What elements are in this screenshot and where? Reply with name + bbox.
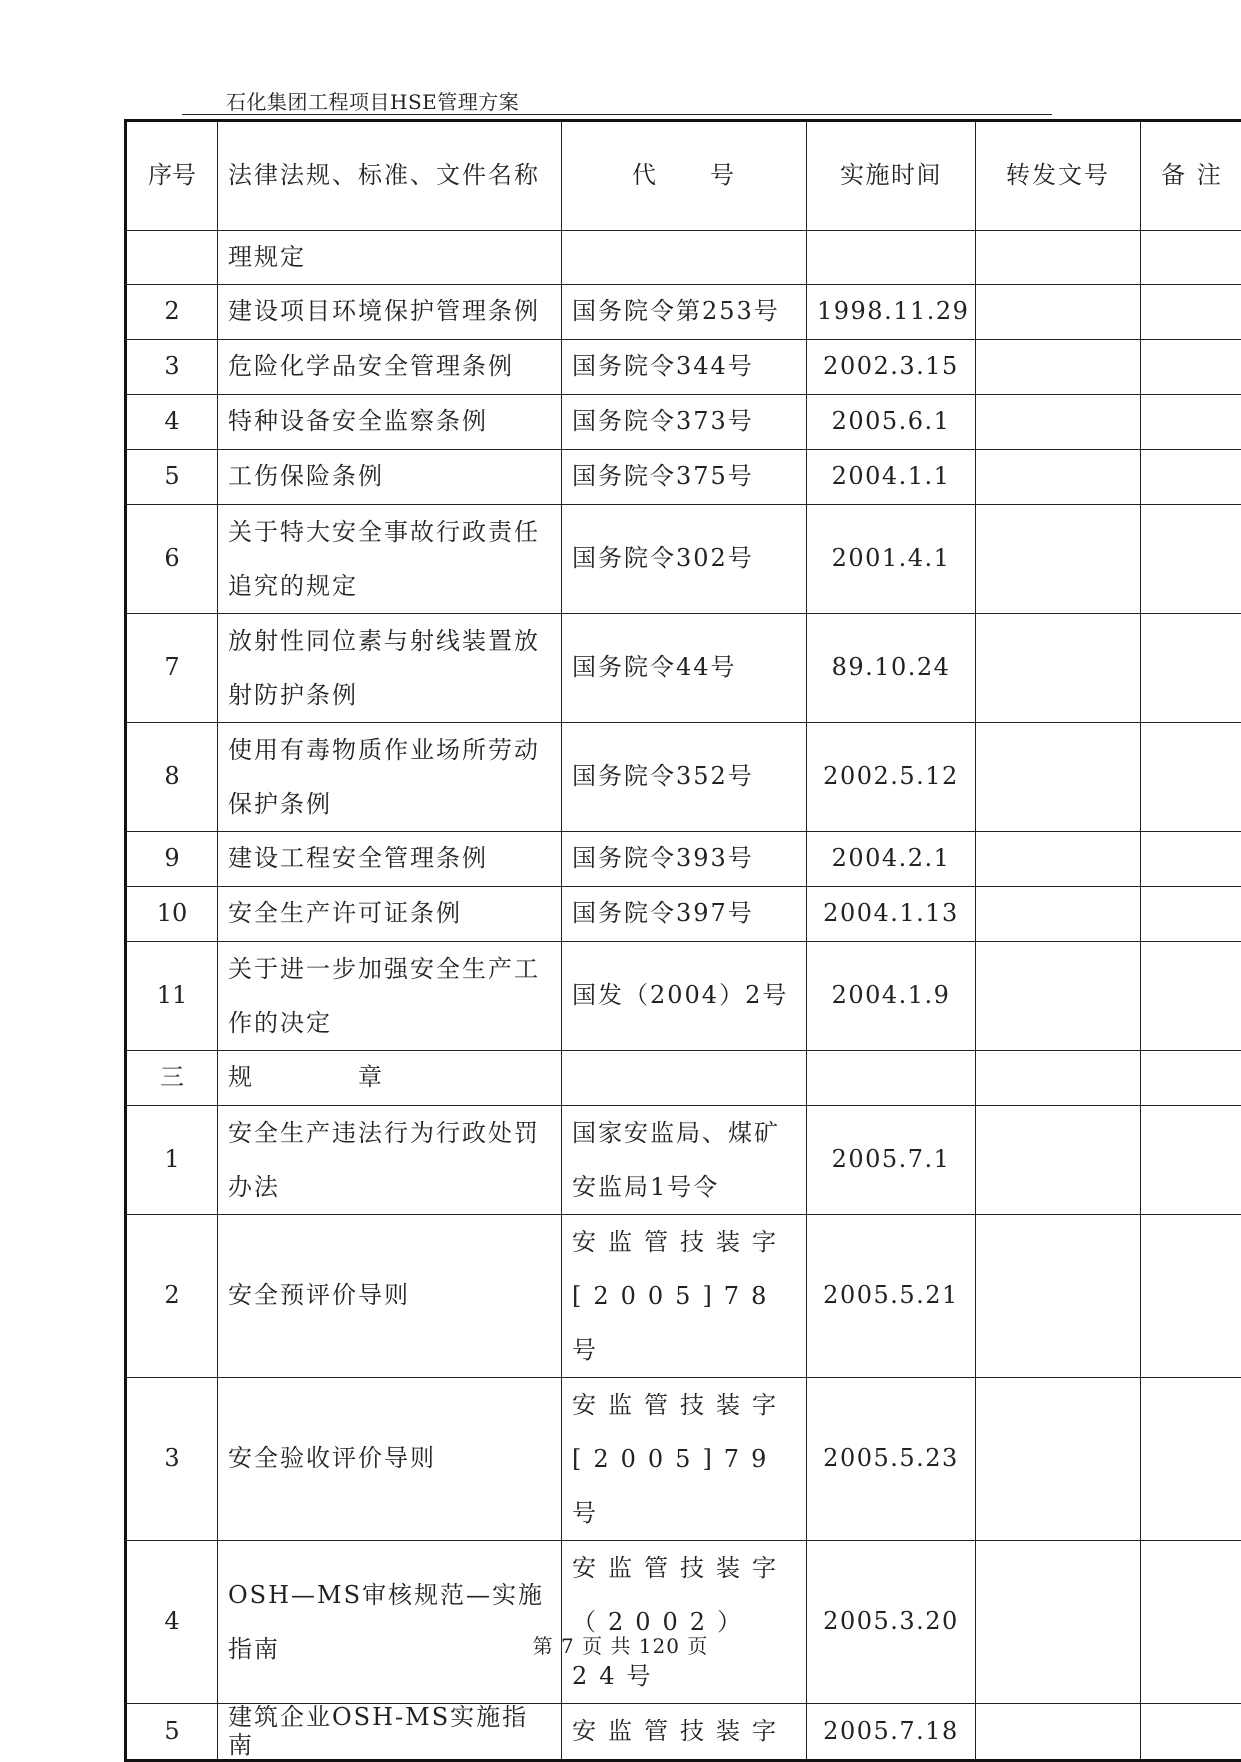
- row-code: [562, 1541, 807, 1704]
- row-no: 5: [126, 1704, 218, 1761]
- table-row: [126, 1106, 1241, 1215]
- row-forward-no: [976, 340, 1141, 395]
- row-no: 4: [126, 1541, 218, 1704]
- row-no: 2: [126, 1215, 218, 1378]
- row-date: 2001.4.1: [807, 505, 976, 614]
- row-remarks: [1141, 285, 1241, 340]
- table-row: [126, 942, 1241, 1051]
- row-date: 2002.3.15: [807, 340, 976, 395]
- row-name: [218, 505, 562, 614]
- table-row: [126, 395, 1241, 450]
- row-name: 安全生产许可证条例: [218, 887, 562, 942]
- row-name: 建设项目环境保护管理条例: [218, 285, 562, 340]
- row-date: 2005.5.21: [807, 1215, 976, 1378]
- row-name: 安全预评价导则: [218, 1215, 562, 1378]
- row-no: 3: [126, 1378, 218, 1541]
- table-row: [126, 450, 1241, 505]
- row-name-text: OSH—MS审核规范—实施指南: [228, 1568, 551, 1676]
- row-remarks: [1141, 942, 1241, 1051]
- row-no: 11: [126, 942, 218, 1051]
- row-name-text: 放射性同位素与射线装置放射防护条例: [228, 614, 551, 722]
- column-header-name: 法律法规、标准、文件名称: [218, 121, 562, 231]
- table-row: [126, 1215, 1241, 1378]
- column-header-code: 代 号: [562, 121, 807, 231]
- table-row: [126, 1378, 1241, 1541]
- table-row: [126, 723, 1241, 832]
- row-name: 安全验收评价导则: [218, 1378, 562, 1541]
- row-date: 2005.3.20: [807, 1541, 976, 1704]
- row-name: 理规定: [218, 231, 562, 285]
- row-date: 2005.7.18: [807, 1704, 976, 1761]
- row-date: 2004.1.1: [807, 450, 976, 505]
- row-forward-no: [976, 505, 1141, 614]
- row-date: 89.10.24: [807, 614, 976, 723]
- row-name: 特种设备安全监察条例: [218, 395, 562, 450]
- row-code-text: 安监管技装字[2005]78号: [572, 1215, 796, 1377]
- table-row: [126, 340, 1241, 395]
- table-row: [126, 887, 1241, 942]
- section-title: 规 章: [218, 1051, 562, 1106]
- row-name-text: 使用有毒物质作业场所劳动保护条例: [228, 723, 551, 831]
- row-forward-no: [976, 723, 1141, 832]
- row-code: 国务院令44号: [562, 614, 807, 723]
- row-name: 建设工程安全管理条例: [218, 832, 562, 887]
- row-remarks: [1141, 1541, 1241, 1704]
- section-row: [126, 1051, 1241, 1106]
- row-remarks: [1141, 450, 1241, 505]
- row-forward-no: [976, 832, 1141, 887]
- row-code-text: 安监管技装字[2005]79号: [572, 1378, 796, 1540]
- row-code: 国发（2004）2号: [562, 942, 807, 1051]
- row-no: 4: [126, 395, 218, 450]
- running-header: 石化集团工程项目HSE管理方案: [226, 86, 519, 115]
- row-forward-no: [976, 1704, 1141, 1761]
- row-forward-no: [976, 942, 1141, 1051]
- row-no: 9: [126, 832, 218, 887]
- row-code: 国务院令393号: [562, 832, 807, 887]
- table-row: [126, 1541, 1241, 1704]
- row-name: [218, 1106, 562, 1215]
- row-code: 国务院令373号: [562, 395, 807, 450]
- row-date: 2005.7.1: [807, 1106, 976, 1215]
- table-row: [126, 231, 1241, 285]
- row-name: [218, 1541, 562, 1704]
- table-row: [126, 285, 1241, 340]
- row-remarks: [1141, 614, 1241, 723]
- row-code-text: 国家安监局、煤矿安监局1号令: [572, 1106, 796, 1214]
- row-remarks: [1141, 1704, 1241, 1761]
- row-remarks: [1141, 1215, 1241, 1378]
- row-code: 国务院令第253号: [562, 285, 807, 340]
- row-forward-no: [976, 1215, 1141, 1378]
- page-footer: 第 7 页 共 120 页: [0, 1630, 1241, 1659]
- row-remarks: [1141, 832, 1241, 887]
- table-row: [126, 1704, 1241, 1761]
- row-no: [126, 231, 218, 285]
- row-date: 2004.2.1: [807, 832, 976, 887]
- row-forward-no: [976, 231, 1141, 285]
- row-code: [562, 1215, 807, 1378]
- column-header-remarks: 备 注: [1141, 121, 1241, 231]
- row-remarks: [1141, 1378, 1241, 1541]
- row-date: [807, 231, 976, 285]
- row-no: 6: [126, 505, 218, 614]
- row-remarks: [1141, 505, 1241, 614]
- row-code: 安监管技装字: [562, 1704, 807, 1761]
- row-name: 危险化学品安全管理条例: [218, 340, 562, 395]
- regulations-table: [124, 119, 1241, 1762]
- row-date: 2004.1.13: [807, 887, 976, 942]
- row-code-text: 安监管技装字（2002）24号: [572, 1541, 796, 1703]
- row-forward-no: [976, 1106, 1141, 1215]
- row-forward-no: [976, 1378, 1141, 1541]
- row-code: [562, 1106, 807, 1215]
- row-code: 国务院令302号: [562, 505, 807, 614]
- column-header-forward-no: 转发文号: [976, 121, 1141, 231]
- row-code: 国务院令375号: [562, 450, 807, 505]
- column-header-date: 实施时间: [807, 121, 976, 231]
- row-remarks: [1141, 887, 1241, 942]
- row-no: 3: [126, 340, 218, 395]
- table-row: [126, 832, 1241, 887]
- row-forward-no: [976, 450, 1141, 505]
- row-forward-no: [976, 614, 1141, 723]
- table-row: [126, 614, 1241, 723]
- row-date: [807, 1051, 976, 1106]
- row-name-text: 关于进一步加强安全生产工作的决定: [228, 942, 551, 1050]
- row-code: 国务院令397号: [562, 887, 807, 942]
- row-no: 10: [126, 887, 218, 942]
- row-name: 工伤保险条例: [218, 450, 562, 505]
- row-date: 2002.5.12: [807, 723, 976, 832]
- row-forward-no: [976, 1541, 1141, 1704]
- column-header-no: 序号: [126, 121, 218, 231]
- row-forward-no: [976, 1051, 1141, 1106]
- row-name: [218, 723, 562, 832]
- row-code: 国务院令344号: [562, 340, 807, 395]
- row-code: 国务院令352号: [562, 723, 807, 832]
- row-code: [562, 1051, 807, 1106]
- row-date: 2005.6.1: [807, 395, 976, 450]
- row-remarks: [1141, 395, 1241, 450]
- row-name: [218, 942, 562, 1051]
- row-name-text: 安全生产违法行为行政处罚办法: [228, 1106, 551, 1214]
- row-name: 建筑企业OSH-MS实施指南: [218, 1704, 562, 1761]
- table-header-row: [126, 121, 1241, 231]
- row-remarks: [1141, 340, 1241, 395]
- row-forward-no: [976, 887, 1141, 942]
- table-row: [126, 505, 1241, 614]
- row-code: [562, 1378, 807, 1541]
- row-date: 2004.1.9: [807, 942, 976, 1051]
- row-no: 7: [126, 614, 218, 723]
- row-no: 1: [126, 1106, 218, 1215]
- header-rule: [182, 114, 1052, 115]
- row-forward-no: [976, 285, 1141, 340]
- row-name: [218, 614, 562, 723]
- row-code: [562, 231, 807, 285]
- row-date: 2005.5.23: [807, 1378, 976, 1541]
- row-no: 5: [126, 450, 218, 505]
- row-remarks: [1141, 1051, 1241, 1106]
- row-remarks: [1141, 231, 1241, 285]
- row-remarks: [1141, 1106, 1241, 1215]
- row-no: 8: [126, 723, 218, 832]
- row-name-text: 关于特大安全事故行政责任追究的规定: [228, 505, 551, 613]
- row-no: 2: [126, 285, 218, 340]
- row-date: 1998.11.29: [807, 285, 976, 340]
- row-forward-no: [976, 395, 1141, 450]
- section-number: 三: [126, 1051, 218, 1106]
- row-remarks: [1141, 723, 1241, 832]
